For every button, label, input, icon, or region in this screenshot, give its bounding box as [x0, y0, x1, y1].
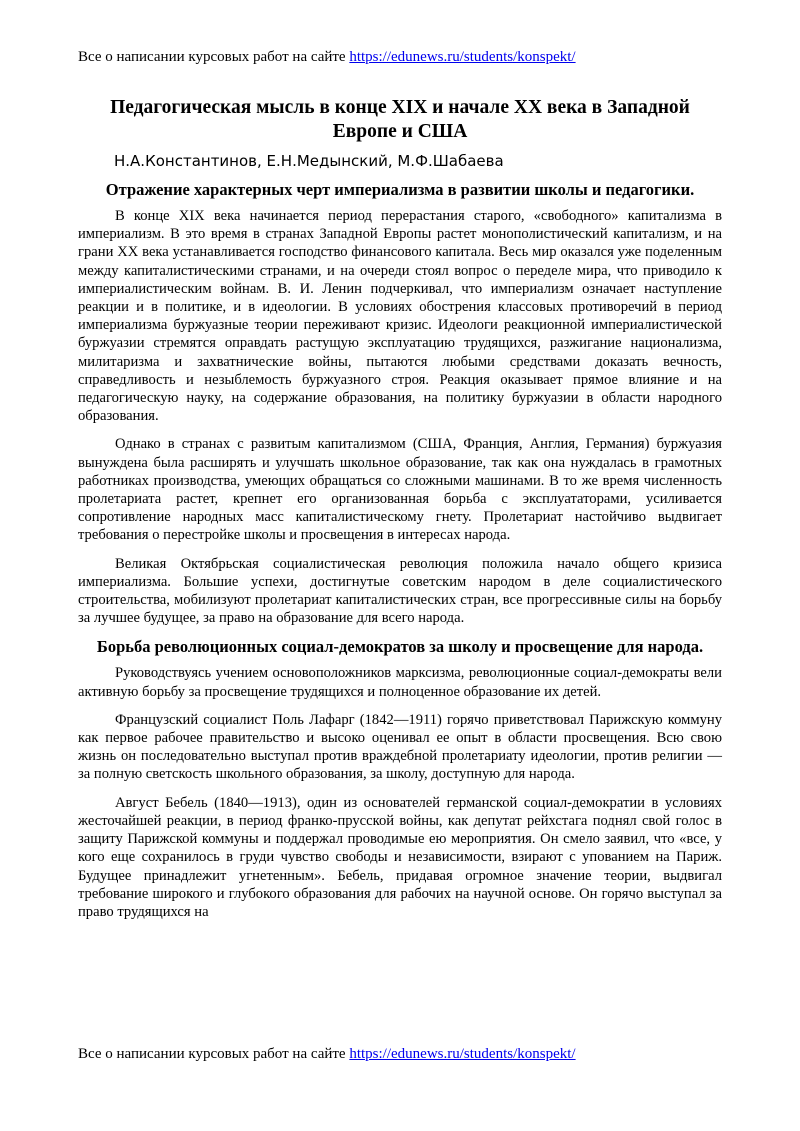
header-text: Все о написании курсовых работ на сайте [78, 49, 350, 65]
footer-text: Все о написании курсовых работ на сайте [78, 1046, 350, 1062]
page-header [78, 48, 576, 66]
paragraph: Французский социалист Поль Лафарг (1842—1911) горячо приветствовал Парижскую коммуну как первое рабочее правительство и высоко оценивал ее опыт в области просвещения. Всю свою жизнь он последовательно выступал против враждебной пролетариату идеологии, против религии — за полную светскость школьного образования, за школу, доступную для народа. [78, 711, 722, 783]
section-heading-2: Борьба революционных социал-демократов за школу и просвещение для народа. [96, 637, 704, 657]
page-footer [78, 1045, 576, 1063]
section-heading-1: Отражение характерных черт империализма в развитии школы и педагогики. [105, 180, 695, 199]
paragraph: Руководствуясь учением основоположников марксизма, революционные социал-демократы вели активную борьбу за просвещение трудящихся и полноценное образование их детей. [78, 665, 722, 700]
paragraph: Август Бебель (1840—1913), один из основателей германской социал-демократии в условиях жесточайшей реакции, в период франко-прусской войны, как депутат рейхстага поднял свой голос в защиту Парижской коммуны и поддержал проводимые ею мероприятия. Он смело заявил, что «все, у кого еще сохранилось в груди чувство свободы и независимости, взирают с упованием на Париж. Будущее принадлежит угнетенным». Бебель, придавая огромное значение теории, выдвигал требование широкого и глубокого образования для рабочих на научной основе. Он горячо выступал за право трудящихся на [78, 794, 722, 920]
paragraph: Однако в странах с развитым капитализмом (США, Франция, Англия, Германия) буржуазия вынуждена была расширять и улучшать школьное образование, так как она нуждалась в грамотных работниках производства, умеющих обращаться со сложными машинами. В то же время численность пролетариата растет, крепнет его организованная борьба с эксплуататорами, усиливается сопротивление народных масс капиталистическому гнету. Пролетариат настойчиво выдвигает требования о перестройке школы и просвещения в интересах народа. [78, 436, 722, 544]
footer-link[interactable]: https://edunews.ru/students/konspekt/ [349, 1046, 576, 1062]
document-body [78, 180, 722, 921]
paragraph: В конце XIX века начинается период перерастания старого, «свободного» капитализма в империализм. В это время в странах Западной Европы растет монополистический капитализм, и на грани XX века устанавливается господство финансового капитала. Весь мир оказался уже поделенным между капиталистическими странами, и на очереди стоял вопрос о переделе мира, что приводило к империалистическим войнам. В. И. Ленин подчеркивал, что империализм означает наступление реакции и в политике, и в идеологии. В условиях обострения классовых противоречий в период империализма буржуазные теории переживают кризис. Идеологи реакционной империалистической буржуазии стремятся оправдать растущую эксплуатацию трудящихся, разжигание национализма, милитаризма и захватнические войны, пытаются любыми средствами доказать вечность, справедливость и незыблемость буржуазного строя. Реакция оказывает прямое влияние и на педагогическую науку, на содержание образования, на политику буржуазии в области народного образования. [78, 208, 722, 425]
document-authors: Н.А.Константинов, Е.Н.Медынский, М.Ф.Шабаева [114, 152, 504, 170]
document-title: Педагогическая мысль в конце XIX и начале XX века в Западной Европе и США [110, 97, 690, 142]
header-link[interactable]: https://edunews.ru/students/konspekt/ [349, 49, 576, 65]
paragraph: Великая Октябрьская социалистическая революция положила начало общего кризиса империализма. Большие успехи, достигнутые советским народом в деле социалистического строительства, мобилизуют пролетариат капиталистических стран, все прогрессивные силы на борьбу за лучшее будущее, за право на образование для всего народа. [78, 555, 722, 627]
